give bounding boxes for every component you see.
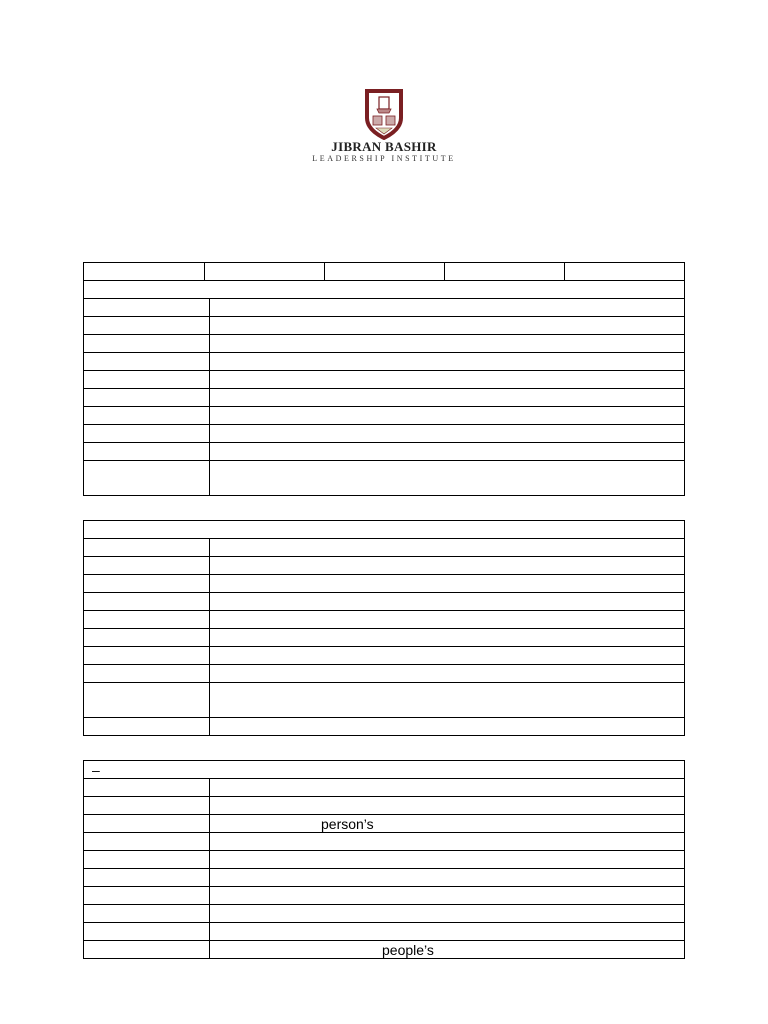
table-row <box>84 761 685 779</box>
table-row <box>84 683 685 718</box>
table-label-cell <box>84 779 210 797</box>
table-value-cell <box>210 887 685 905</box>
header-dash: – <box>92 761 100 778</box>
table-label-cell <box>84 905 210 923</box>
table-row <box>84 851 685 869</box>
table-section-header <box>84 521 685 539</box>
table-cell <box>445 263 565 281</box>
table-row <box>84 905 685 923</box>
table-value-cell <box>210 461 685 496</box>
table-cell <box>205 263 325 281</box>
table-row <box>84 371 685 389</box>
form-table-3 <box>83 760 685 959</box>
table-label-cell <box>84 575 210 593</box>
table-label-cell <box>84 629 210 647</box>
table-value-cell <box>210 629 685 647</box>
table-row <box>84 779 685 797</box>
table-value-cell <box>210 335 685 353</box>
table-value-cell <box>210 575 685 593</box>
table-row <box>84 281 685 299</box>
table-label-cell <box>84 869 210 887</box>
table-value-cell <box>210 353 685 371</box>
table-value-cell <box>210 665 685 683</box>
table-row <box>84 317 685 335</box>
table-cell <box>325 263 445 281</box>
table-cell <box>565 263 685 281</box>
table-value-cell <box>210 797 685 815</box>
table-row <box>84 923 685 941</box>
table-value-cell <box>210 905 685 923</box>
table-value-cell <box>210 779 685 797</box>
form-table-1 <box>83 262 685 496</box>
table-label-cell <box>84 539 210 557</box>
institute-logo <box>0 88 768 164</box>
table-row <box>84 833 685 851</box>
cell-text-people: people’s <box>382 941 434 958</box>
logo-subtitle: LEADERSHIP INSTITUTE <box>312 154 456 163</box>
table-value-cell <box>210 647 685 665</box>
table-label-cell <box>84 647 210 665</box>
table-section-header <box>84 761 685 779</box>
table-row <box>84 443 685 461</box>
table-row <box>84 815 685 833</box>
table-row <box>84 797 685 815</box>
table-cell <box>84 263 205 281</box>
table-row <box>84 557 685 575</box>
table-label-cell <box>84 299 210 317</box>
table-value-cell <box>210 593 685 611</box>
table-label-cell <box>84 887 210 905</box>
table-row <box>84 425 685 443</box>
table-value-cell <box>210 317 685 335</box>
table-row <box>84 665 685 683</box>
table-row <box>84 335 685 353</box>
table-row <box>84 575 685 593</box>
table-value-cell <box>210 941 685 959</box>
table-row <box>84 611 685 629</box>
table-label-cell <box>84 923 210 941</box>
table-value-cell <box>210 851 685 869</box>
table-row <box>84 647 685 665</box>
table-value-cell <box>210 815 685 833</box>
table-value-cell <box>210 443 685 461</box>
table-row <box>84 869 685 887</box>
table-row <box>84 263 685 281</box>
table-row <box>84 941 685 959</box>
table-row <box>84 521 685 539</box>
table-row <box>84 461 685 496</box>
cell-text-person: person’s <box>321 815 374 832</box>
table-label-cell <box>84 851 210 869</box>
table-row <box>84 887 685 905</box>
table-value-cell <box>210 299 685 317</box>
table-label-cell <box>84 718 210 736</box>
table-row <box>84 593 685 611</box>
table-value-cell <box>210 371 685 389</box>
table-row <box>84 718 685 736</box>
table-value-cell <box>210 718 685 736</box>
table-row <box>84 407 685 425</box>
table-value-cell <box>210 923 685 941</box>
table-label-cell <box>84 371 210 389</box>
table-value-cell <box>210 869 685 887</box>
table-row <box>84 389 685 407</box>
table-value-cell <box>210 539 685 557</box>
table-value-cell <box>210 425 685 443</box>
table-section-header <box>84 281 685 299</box>
logo-name: JIBRAN BASHIR <box>331 139 437 154</box>
form-table-2 <box>83 520 685 736</box>
table-label-cell <box>84 353 210 371</box>
table-label-cell <box>84 557 210 575</box>
table-label-cell <box>84 425 210 443</box>
table-label-cell <box>84 443 210 461</box>
table-row <box>84 629 685 647</box>
table-label-cell <box>84 593 210 611</box>
table-value-cell <box>210 389 685 407</box>
table-label-cell <box>84 389 210 407</box>
table-label-cell <box>84 815 210 833</box>
table-label-cell <box>84 317 210 335</box>
shield-crest-icon <box>364 88 404 140</box>
table-value-cell <box>210 611 685 629</box>
table-row <box>84 539 685 557</box>
table-label-cell <box>84 611 210 629</box>
table-row <box>84 353 685 371</box>
table-label-cell <box>84 941 210 959</box>
table-label-cell <box>84 797 210 815</box>
table-row <box>84 299 685 317</box>
table-label-cell <box>84 833 210 851</box>
table-label-cell <box>84 461 210 496</box>
table-label-cell <box>84 683 210 718</box>
table-value-cell <box>210 683 685 718</box>
table-label-cell <box>84 335 210 353</box>
table-value-cell <box>210 557 685 575</box>
table-label-cell <box>84 665 210 683</box>
table-label-cell <box>84 407 210 425</box>
table-value-cell <box>210 407 685 425</box>
table-value-cell <box>210 833 685 851</box>
